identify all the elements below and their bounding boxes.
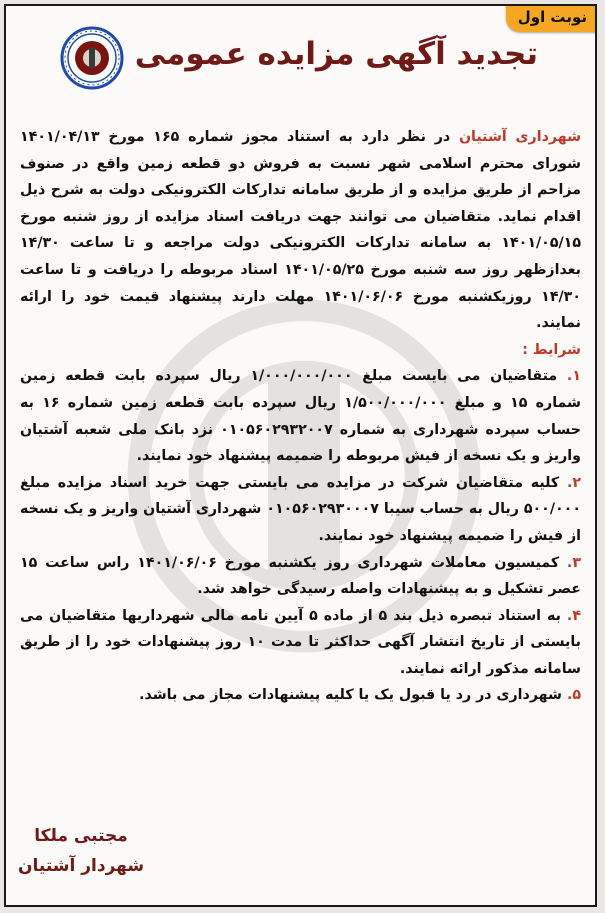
municipality-seal-icon [60, 26, 124, 90]
condition-item [20, 682, 581, 709]
condition-text: کلیه متقاضیان شرکت در مزایده می بایستی جهت خرید اسناد مزایده مبلغ ۵۰۰/۰۰۰ ریال به حساب سیبا ۰۱۰۵۶۰۲۹۳۰۰۰۷ شهرداری آشتیان واریز و یک نسخه از فیش را ضمیمه پیشنهاد خود نمایند. [20, 474, 581, 544]
organization-name: شهرداری آشتیان [458, 129, 582, 145]
page-title: تجدید آگهی مزایده عمومی [134, 36, 538, 72]
condition-item [20, 603, 581, 683]
condition-number: ۱. [566, 368, 581, 385]
condition-text: کمیسیون معاملات شهرداری روز یکشنبه مورخ ۱۴۰۱/۰۶/۰۶ راس ساعت ۱۵ عصر تشکیل و به پیشنهادات واصله رسیدگی خواهد شد. [20, 554, 581, 598]
notice-body [20, 124, 581, 895]
condition-number: ۳. [566, 554, 581, 571]
condition-text: متقاضیان می بایست مبلغ ۱/۰۰۰/۰۰۰/۰۰۰ ریال سپرده بابت قطعه زمین شماره ۱۵ و مبلغ ۱/۵۰۰/۰۰۰/۰۰۰ ریال سپرده بابت قطعه زمین شماره ۱۶ به حساب سپرده شهرداری به شماره ۰۱۰۵۶۰۲۹۳۲۰۰۷ نزد بانک ملی شعبه آشتیان واریز و یک نسخه از فیش مربوطه را ضمیمه پیشنهاد خود نمایند. [20, 368, 582, 465]
condition-number: ۲. [566, 474, 581, 491]
notice-frame [4, 4, 597, 907]
intro-paragraph [20, 124, 581, 337]
condition-number: ۵. [566, 687, 581, 704]
signatory-name: مجتبی ملکا [34, 826, 128, 846]
condition-text: شهرداری در رد یا قبول یک یا کلیه پیشنهادات مجاز می باشد. [139, 687, 562, 704]
signatory-role: شهردار آشتیان [18, 856, 145, 876]
condition-text: به استناد تبصره ذیل بند ۵ از ماده ۵ آیین نامه مالی شهرداریها متقاضیان می بایستی از تاریخ انتشار آگهی حداکثر تا مدت ۱۰ روز پیشنهادات خود را از طریق سامانه مذکور ارائه نمایند. [20, 607, 581, 677]
condition-item [20, 550, 581, 603]
publication-badge: نوبت اول [506, 4, 597, 32]
intro-text: در نظر دارد به استناد مجوز شماره ۱۶۵ مورخ ۱۴۰۱/۰۴/۱۳ شورای محترم اسلامی شهر نسبت به فروش دو قطعه زمین واقع در صنوف مزاحم از طریق مزایده و از طریق سامانه تدارکات الکترونیکی دولت به شرح ذیل اقدام نماید. متقاضیان می توانند جهت دریافت اسناد مزایده از روز شنبه مورخ ۱۴۰۱/۰۵/۱۵ به سامانه تدارکات الکترونیکی دولت مراجعه و تا ساعت ۱۴/۳۰ بعدازظهر روز سه شنبه مورخ ۱۴۰۱/۰۵/۲۵ اسناد مربوطه را دریافت و تا ساعت ۱۴/۳۰ روزیکشنبه مورخ ۱۴۰۱/۰۶/۰۶ مهلت دارند پیشنهاد قیمت خود را ارائه نمایند. [20, 129, 581, 332]
condition-number: ۴. [566, 607, 581, 624]
signature-block [18, 821, 144, 881]
condition-item [20, 470, 581, 550]
condition-item [20, 363, 581, 469]
conditions-heading: شرایط : [522, 341, 581, 358]
